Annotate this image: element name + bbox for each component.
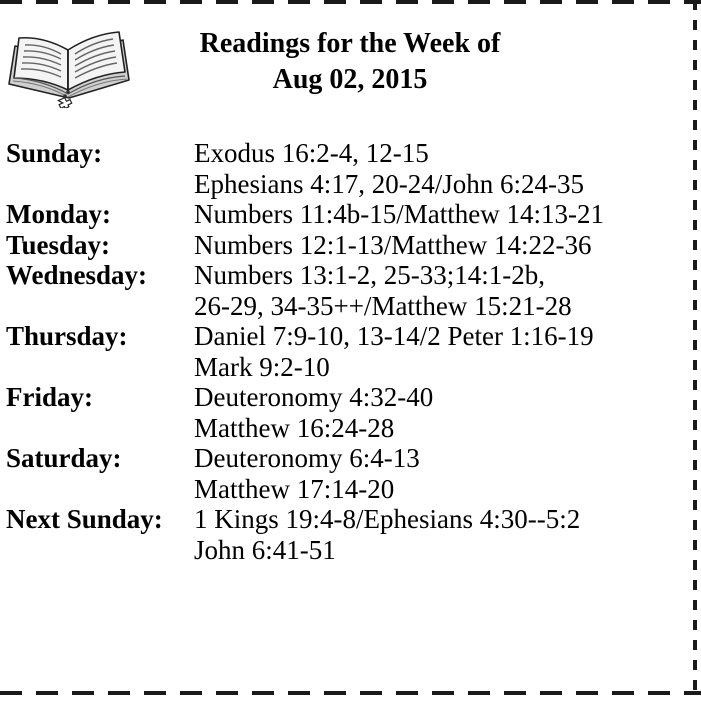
reading-line: Numbers 12:1-13/Matthew 14:22-36 [194, 229, 592, 260]
reading-refs [194, 382, 433, 443]
reading-refs [194, 443, 420, 504]
title-line-1: Readings for the Week of [199, 28, 501, 59]
day-label: Wednesday: [6, 260, 148, 290]
reading-row-next-sunday [6, 504, 693, 565]
reading-line: 1 Kings 19:4-8/Ephesians 4:30--5:2 [194, 504, 581, 534]
dashed-border-right [693, 0, 697, 695]
reading-row-friday [6, 382, 693, 443]
reading-row-wednesday [6, 260, 693, 321]
reading-line: Numbers 13:1-2, 25-33;14:1-2b, [194, 260, 545, 290]
dashed-border-bottom [0, 691, 701, 695]
reading-line: Daniel 7:9-10, 13-14/2 Peter 1:16-19 [194, 321, 594, 351]
readings-list [6, 138, 693, 565]
day-label: Next Sunday: [6, 504, 163, 534]
day-label: Sunday: [6, 138, 103, 168]
reading-row-saturday [6, 443, 693, 504]
reading-row-monday [6, 199, 693, 230]
reading-refs [194, 138, 584, 199]
day-label: Saturday: [6, 443, 122, 473]
reading-line: Mark 9:2-10 [194, 351, 330, 382]
page-title [185, 26, 515, 98]
title-line-2: Aug 02, 2015 [272, 64, 428, 95]
reading-refs [194, 321, 594, 382]
reading-line: Exodus 16:2-4, 12-15 [194, 138, 429, 168]
reading-row-thursday [6, 321, 693, 382]
bible-with-rosary-icon [5, 28, 133, 108]
day-label: Thursday: [6, 321, 128, 351]
reading-row-tuesday [6, 230, 693, 261]
reading-line: Ephesians 4:17, 20-24/John 6:24-35 [194, 168, 584, 199]
reading-refs [194, 260, 572, 321]
reading-line: 26-29, 34-35++/Matthew 15:21-28 [194, 290, 572, 321]
reading-line: Matthew 17:14-20 [194, 473, 395, 504]
reading-line: Numbers 11:4b-15/Matthew 14:13-21 [194, 199, 604, 229]
day-label: Friday: [6, 382, 93, 412]
day-label: Tuesday: [6, 229, 111, 260]
reading-refs [194, 504, 580, 565]
reading-row-sunday [6, 138, 693, 199]
day-label: Monday: [6, 199, 112, 229]
reading-line: Deuteronomy 4:32-40 [194, 382, 434, 412]
reading-line: John 6:41-51 [194, 534, 336, 565]
dashed-border-top [0, 0, 701, 4]
reading-refs [194, 230, 591, 261]
reading-refs [194, 199, 604, 230]
reading-line: Matthew 16:24-28 [194, 412, 395, 443]
reading-line: Deuteronomy 6:4-13 [194, 443, 420, 473]
